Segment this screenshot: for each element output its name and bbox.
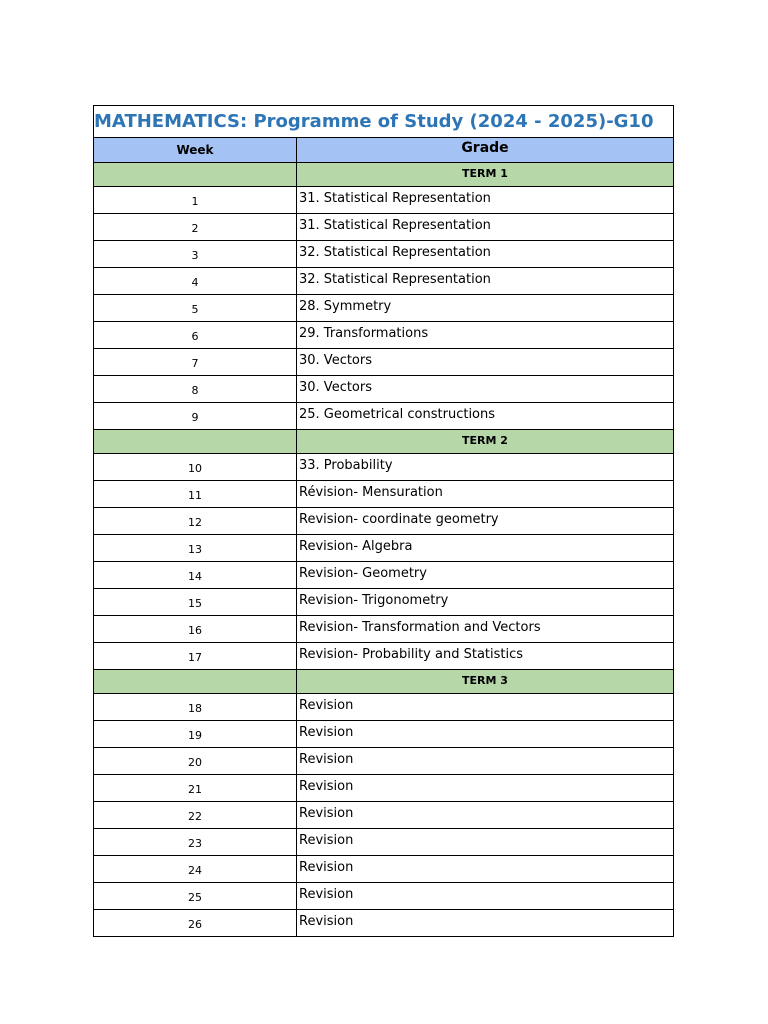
topic-cell: 32. Statistical Representation: [299, 245, 491, 260]
table-row: [94, 376, 673, 403]
grade-column-header: Grade: [461, 140, 509, 156]
topic-cell: Revision: [299, 752, 354, 767]
term-label: TERM 1: [462, 167, 508, 180]
term-label: TERM 2: [462, 434, 508, 447]
topic-cell: Revision: [299, 725, 354, 740]
term-header-row: [94, 430, 673, 454]
table-row: [94, 508, 673, 535]
topic-cell: 28. Symmetry: [299, 299, 392, 314]
table-row: [94, 322, 673, 349]
week-number: 6: [94, 322, 297, 348]
week-number: 20: [94, 748, 297, 774]
topic-cell: 31. Statistical Representation: [299, 191, 491, 206]
table-row: [94, 454, 673, 481]
week-number: 17: [94, 643, 297, 669]
term-header-row: [94, 670, 673, 694]
topic-cell: Revision: [299, 698, 354, 713]
topic-cell: 31. Statistical Representation: [299, 218, 491, 233]
topic-cell: 30. Vectors: [299, 380, 373, 395]
table-row: [94, 721, 673, 748]
table-row: [94, 694, 673, 721]
table-row: [94, 910, 673, 937]
table-row: [94, 562, 673, 589]
week-number: 10: [94, 454, 297, 480]
week-column-header: Week: [94, 138, 297, 162]
table-body: [94, 163, 673, 937]
table-row: [94, 187, 673, 214]
table-row: [94, 775, 673, 802]
page-title: MATHEMATICS: Programme of Study (2024 - 2025)-G10: [94, 106, 673, 138]
week-number: 25: [94, 883, 297, 909]
term-week-cell: [94, 163, 297, 186]
week-number: 2: [94, 214, 297, 240]
week-number: 22: [94, 802, 297, 828]
table-row: [94, 748, 673, 775]
table-row: [94, 214, 673, 241]
term-week-cell: [94, 430, 297, 453]
week-number: 26: [94, 910, 297, 936]
term-header-row: [94, 163, 673, 187]
week-number: 13: [94, 535, 297, 561]
term-week-cell: [94, 670, 297, 693]
week-number: 1: [94, 187, 297, 213]
topic-cell: Revision- Trigonometry: [299, 593, 449, 608]
topic-cell: Révision- Mensuration: [299, 485, 443, 500]
programme-table: [93, 105, 674, 937]
week-number: 11: [94, 481, 297, 507]
week-number: 4: [94, 268, 297, 294]
topic-cell: Revision: [299, 833, 354, 848]
topic-cell: Revision: [299, 779, 354, 794]
table-row: [94, 616, 673, 643]
week-number: 9: [94, 403, 297, 429]
week-number: 19: [94, 721, 297, 747]
topic-cell: Revision- coordinate geometry: [299, 512, 499, 527]
week-number: 24: [94, 856, 297, 882]
topic-cell: Revision- Probability and Statistics: [299, 647, 524, 662]
week-number: 15: [94, 589, 297, 615]
week-number: 7: [94, 349, 297, 375]
topic-cell: 33. Probability: [299, 458, 393, 473]
table-row: [94, 643, 673, 670]
topic-cell: Revision: [299, 914, 354, 929]
table-row: [94, 883, 673, 910]
topic-cell: 29. Transformations: [299, 326, 429, 341]
topic-cell: Revision: [299, 806, 354, 821]
week-number: 18: [94, 694, 297, 720]
topic-cell: 30. Vectors: [299, 353, 373, 368]
topic-cell: 32. Statistical Representation: [299, 272, 491, 287]
table-row: [94, 349, 673, 376]
topic-cell: 25. Geometrical constructions: [299, 407, 496, 422]
term-label: TERM 3: [462, 674, 508, 687]
table-row: [94, 403, 673, 430]
topic-cell: Revision: [299, 860, 354, 875]
table-row: [94, 241, 673, 268]
week-number: 21: [94, 775, 297, 801]
week-number: 8: [94, 376, 297, 402]
topic-cell: Revision- Transformation and Vectors: [299, 620, 541, 635]
week-number: 3: [94, 241, 297, 267]
table-row: [94, 481, 673, 508]
week-number: 14: [94, 562, 297, 588]
table-row: [94, 535, 673, 562]
table-row: [94, 268, 673, 295]
table-row: [94, 589, 673, 616]
table-row: [94, 802, 673, 829]
week-number: 12: [94, 508, 297, 534]
topic-cell: Revision- Algebra: [299, 539, 413, 554]
week-number: 23: [94, 829, 297, 855]
week-number: 16: [94, 616, 297, 642]
table-row: [94, 295, 673, 322]
table-row: [94, 829, 673, 856]
topic-cell: Revision- Geometry: [299, 566, 427, 581]
week-number: 5: [94, 295, 297, 321]
table-row: [94, 856, 673, 883]
topic-cell: Revision: [299, 887, 354, 902]
header-row: [94, 138, 673, 163]
